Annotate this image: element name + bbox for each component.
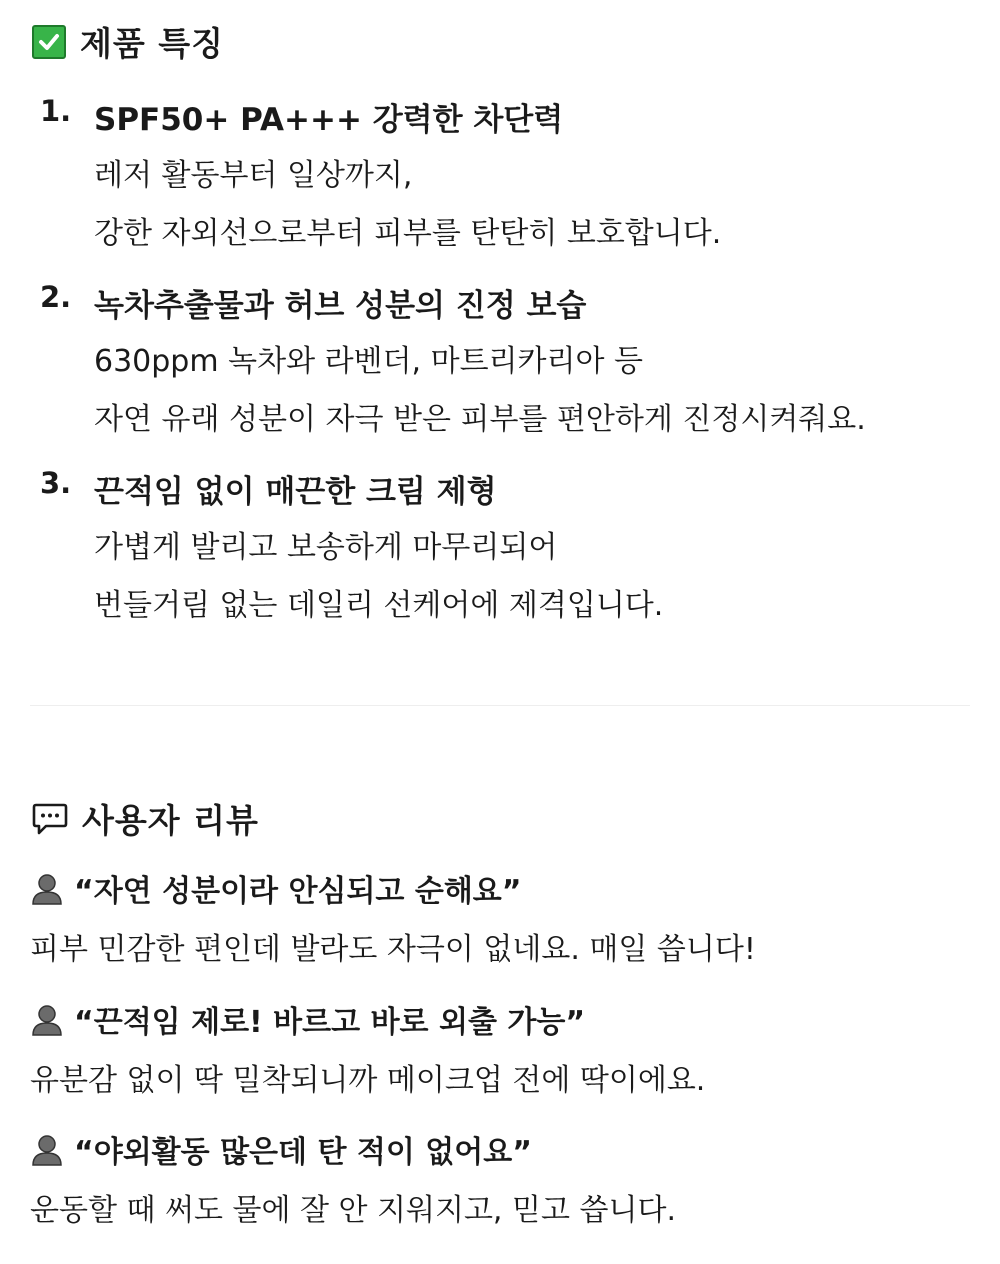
section-divider <box>30 705 970 706</box>
features-title-text: 제품 특징 <box>80 24 225 63</box>
review-body: 운동할 때 써도 물에 잘 안 지워지고, 믿고 씁니다. <box>30 1193 676 1228</box>
feature-heading: 녹차추출물과 허브 성분의 진정 보습 <box>94 288 587 324</box>
check-icon <box>32 25 66 59</box>
feature-description-line: 630ppm 녹차와 라벤더, 마트리카리아 등 <box>94 344 643 379</box>
review-quote-text: “자연 성분이라 안심되고 순해요” <box>74 874 522 909</box>
review-quote <box>30 1127 532 1171</box>
speech-bubble-icon <box>32 802 68 836</box>
feature-description-line: 자연 유래 성분이 자극 받은 피부를 편안하게 진정시켜줘요. <box>94 402 866 437</box>
feature-heading: SPF50+ PA+++ 강력한 차단력 <box>94 102 564 138</box>
feature-description-line: 번들거림 없는 데일리 선케어에 제격입니다. <box>94 588 664 623</box>
reviews-title-text: 사용자 리뷰 <box>82 801 259 840</box>
feature-description-line: 가볍게 발리고 보송하게 마무리되어 <box>94 530 558 565</box>
review-quote-text: “야외활동 많은데 탄 적이 없어요” <box>74 1135 532 1170</box>
person-icon <box>30 1132 64 1166</box>
feature-number: 1. <box>40 94 72 128</box>
feature-heading: 끈적임 없이 매끈한 크림 제형 <box>94 474 497 510</box>
feature-description-line: 강한 자외선으로부터 피부를 탄탄히 보호합니다. <box>94 216 722 251</box>
review-quote <box>30 866 522 910</box>
review-quote-text: “끈적임 제로! 바르고 바로 외출 가능” <box>74 1005 586 1040</box>
reviews-section-title <box>32 795 259 842</box>
review-body: 유분감 없이 딱 밀착되니까 메이크업 전에 딱이에요. <box>30 1063 706 1098</box>
review-quote <box>30 997 585 1041</box>
feature-number: 2. <box>40 280 72 314</box>
feature-description-line: 레저 활동부터 일상까지, <box>94 158 413 193</box>
person-icon <box>30 871 64 905</box>
review-body: 피부 민감한 편인데 발라도 자극이 없네요. 매일 씁니다! <box>30 932 756 967</box>
feature-number: 3. <box>40 466 72 500</box>
person-icon <box>30 1002 64 1036</box>
features-section-title <box>32 18 224 65</box>
